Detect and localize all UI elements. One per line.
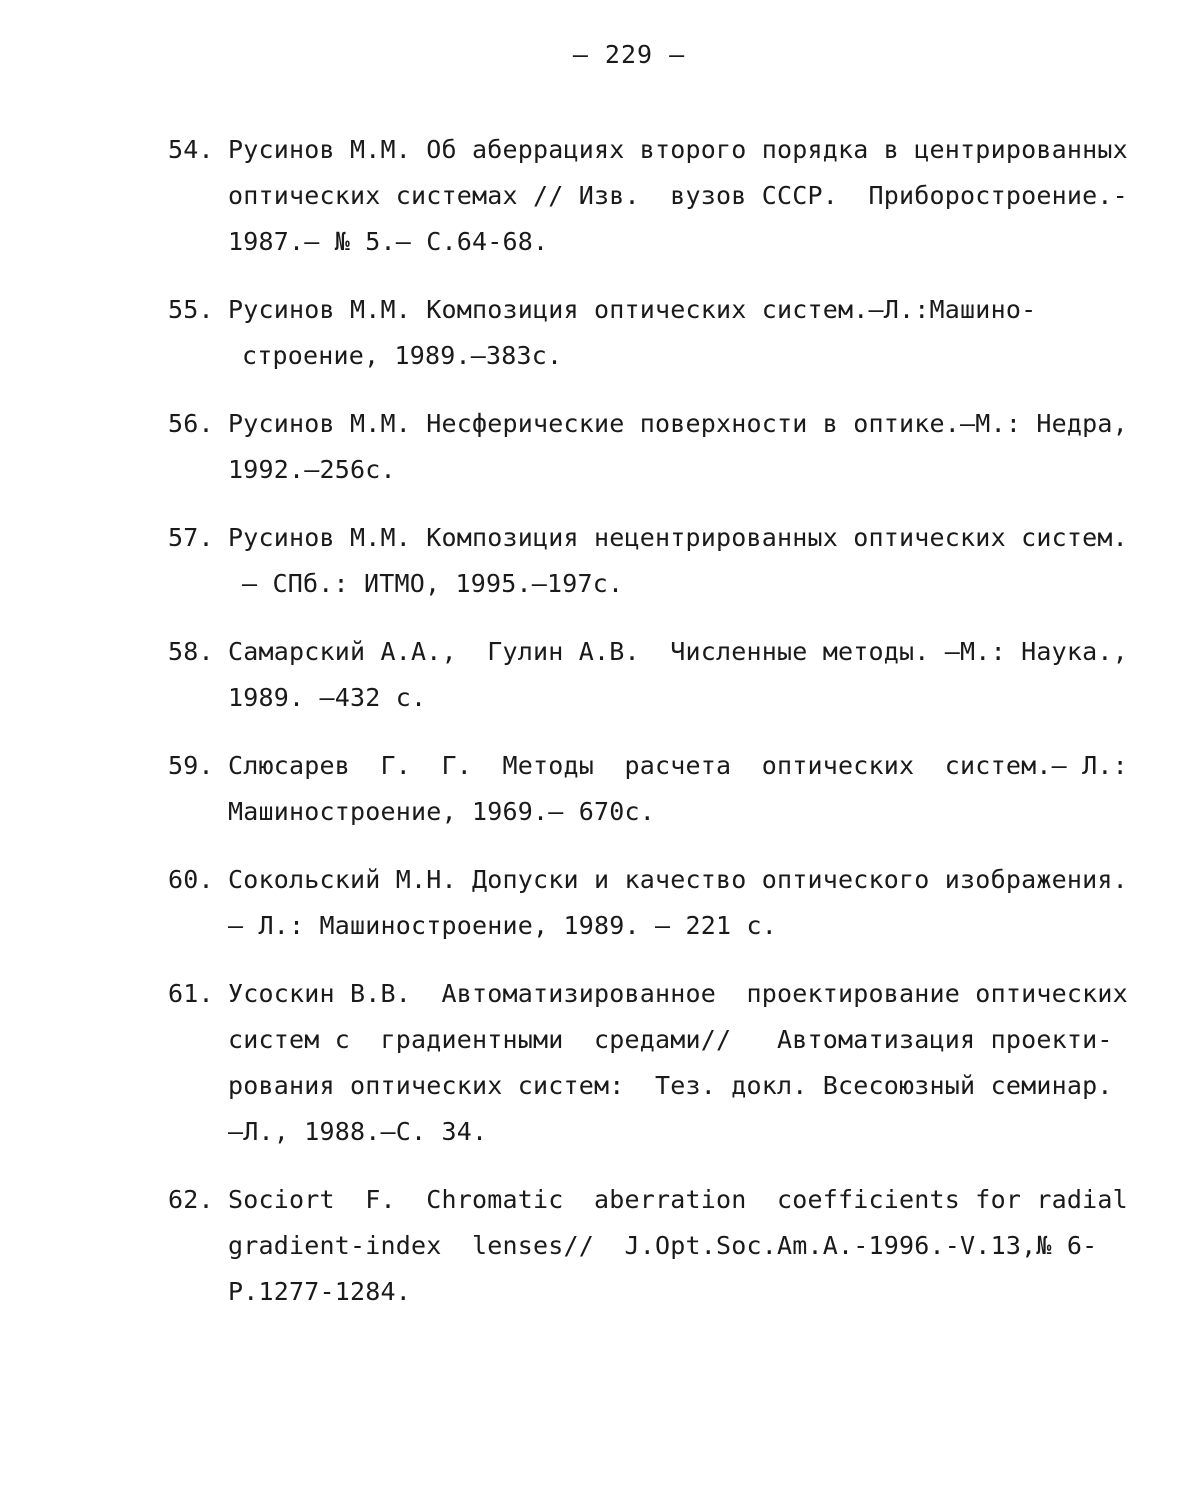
- entry-line: – Л.: Машиностроение, 1989. – 221 с.: [228, 911, 778, 940]
- entry-line: строение, 1989.–383с.: [242, 341, 563, 370]
- entry-line: Сокольский М.Н. Допуски и качество оптического изображения.: [228, 865, 1128, 894]
- entry-line: систем с градиентными средами// Автоматизация проекти-: [228, 1025, 1113, 1054]
- bibliography-entry: [168, 401, 1128, 493]
- bibliography-entry: [168, 857, 1128, 949]
- entry-line: Русинов М.М. Композиция нецентрированных оптических систем.: [228, 523, 1128, 552]
- entry-number: 60.: [168, 865, 214, 894]
- bibliography-list: [168, 127, 1128, 1337]
- entry-line: –Л., 1988.–С. 34.: [228, 1117, 488, 1146]
- entry-number: 58.: [168, 637, 214, 666]
- entry-line: Слюсарев Г. Г. Методы расчета оптических систем.– Л.:: [228, 751, 1128, 780]
- entry-number: 61.: [168, 979, 214, 1008]
- bibliography-entry: [168, 743, 1128, 835]
- entry-number: 54.: [168, 135, 214, 164]
- entry-number: 62.: [168, 1185, 214, 1214]
- entry-line: Русинов М.М. Композиция оптических систем.–Л.:Машино-: [228, 295, 1037, 324]
- entry-line: Машиностроение, 1969.– 670с.: [228, 797, 656, 826]
- entry-line: рования оптических систем: Тез. докл. Всесоюзный семинар.: [228, 1071, 1113, 1100]
- entry-line: 1987.– № 5.– С.64-68.: [228, 227, 549, 256]
- entry-line: 1992.–256с.: [228, 455, 396, 484]
- bibliography-entry: [168, 629, 1128, 721]
- bibliography-entry: [168, 515, 1128, 607]
- entry-line: gradient-index lenses// J.Opt.Soc.Am.A.-1996.-V.13,№ 6-: [228, 1231, 1098, 1260]
- entry-number: 56.: [168, 409, 214, 438]
- bibliography-entry: [168, 1177, 1128, 1315]
- page-number: – 229 –: [572, 40, 686, 69]
- bibliography-entry: [168, 127, 1128, 265]
- entry-number: 55.: [168, 295, 214, 324]
- entry-line: оптических системах // Изв. вузов СССР. Приборостроение.-: [228, 181, 1128, 210]
- bibliography-entry: [168, 287, 1068, 379]
- entry-number: 57.: [168, 523, 214, 552]
- entry-line: Sociort F. Chromatic aberration coefficients for radial: [228, 1185, 1128, 1214]
- entry-line: Самарский А.А., Гулин А.В. Численные методы. –М.: Наука.,: [228, 637, 1128, 666]
- entry-line: Усоскин В.В. Автоматизированное проектирование оптических: [228, 979, 1128, 1008]
- entry-number: 59.: [168, 751, 214, 780]
- entry-line: Русинов М.М. Об аберрациях второго порядка в центрированных: [228, 135, 1128, 164]
- entry-line: Русинов М.М. Несферические поверхности в оптике.–М.: Недра,: [228, 409, 1128, 438]
- bibliography-entry: [168, 971, 1128, 1155]
- entry-line: P.1277-1284.: [228, 1277, 412, 1306]
- entry-line: 1989. –432 с.: [228, 683, 427, 712]
- entry-line: – СПб.: ИТМО, 1995.–197с.: [242, 569, 624, 598]
